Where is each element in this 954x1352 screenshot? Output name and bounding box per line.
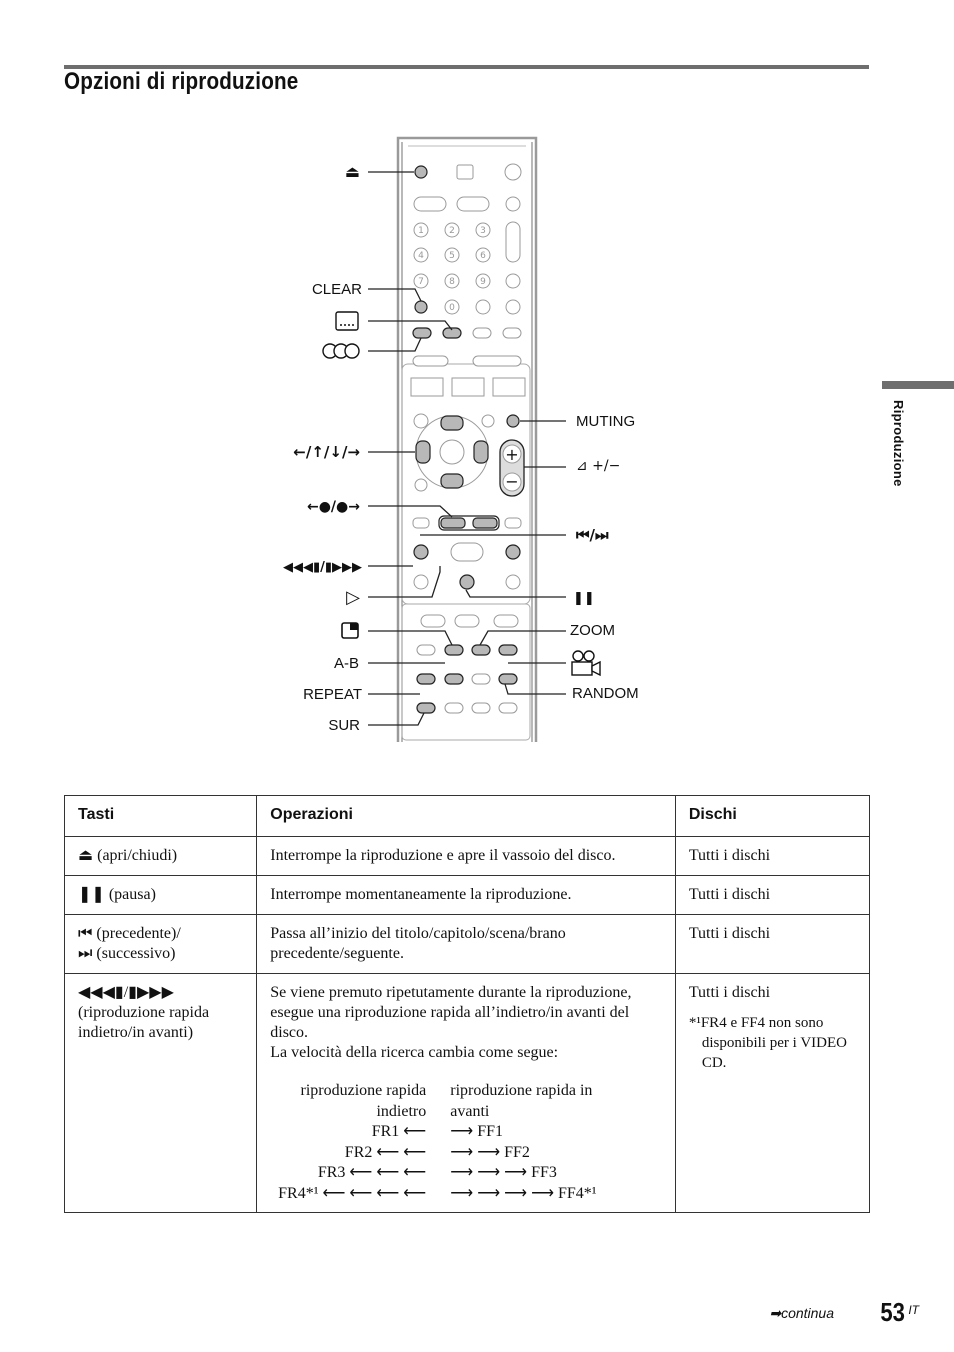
arrows-label: ←/↑/↓/→: [293, 443, 360, 461]
angle-icon: [572, 651, 600, 675]
instant-replay-button[interactable]: [441, 518, 465, 528]
clear-label: CLEAR: [311, 281, 362, 298]
operations-table: [64, 795, 870, 1213]
svg-text:9: 9: [480, 277, 486, 287]
key-text: (apri/chiudi): [97, 847, 178, 864]
audio-icon: [323, 344, 359, 358]
speed-right-1: ⟶ FF1: [450, 1123, 503, 1140]
eject-label: ⏏: [344, 162, 360, 181]
operation-cell: Interrompe la riproduzione e apre il vassoio del disco.: [257, 837, 676, 876]
section-side-label: Riproduzione: [891, 400, 906, 487]
key-text: (precedente)/: [96, 925, 181, 942]
clear-button[interactable]: [415, 301, 427, 313]
key-cell: [65, 915, 257, 974]
replay-advance-label: ←●/●→: [306, 499, 360, 515]
svg-text:+: +: [505, 445, 519, 464]
discs-cell: Tutti i dischi: [675, 915, 869, 974]
ab-button[interactable]: [445, 645, 463, 655]
play-label: ▷: [346, 587, 360, 608]
svg-text:−: −: [505, 472, 519, 491]
subtitle-icon: [336, 312, 358, 330]
repeat-label: REPEAT: [303, 686, 362, 703]
discs-text: Tutti i dischi: [688, 984, 771, 1001]
zoom-button[interactable]: [472, 645, 490, 655]
svg-text:1: 1: [418, 226, 424, 236]
header-keys: Tasti: [65, 796, 257, 837]
random-label: RANDOM: [572, 685, 639, 702]
sur-label: SUR: [328, 717, 360, 734]
header-discs: Dischi: [675, 796, 869, 837]
pause-icon: ❚❚: [78, 886, 105, 903]
navigation-pad[interactable]: [416, 416, 488, 488]
discs-cell: Tutti i dischi: [675, 876, 869, 915]
pip-icon: [342, 623, 358, 638]
discs-cell: Tutti i dischi: [675, 837, 869, 876]
arrow-right-icon: ➡: [769, 1305, 782, 1321]
pause-label: ❚❚: [573, 591, 595, 606]
header-operations: Operazioni: [257, 796, 676, 837]
fast-forward-button[interactable]: [506, 545, 520, 559]
speed-left-3: FR3 ⟵ ⟵ ⟵: [317, 1164, 427, 1181]
speed-left-4: FR4*¹ ⟵ ⟵ ⟵ ⟵: [278, 1184, 427, 1202]
audio-button[interactable]: [413, 328, 431, 338]
key-cell: [65, 876, 257, 915]
speed-right-3: ⟶ ⟶ ⟶ FF3: [450, 1164, 557, 1181]
random-left-button[interactable]: [445, 674, 463, 684]
table-row: [65, 837, 870, 876]
continue-label: continua: [781, 1305, 834, 1321]
continue-indicator: [769, 1305, 834, 1322]
svg-text:8: 8: [449, 277, 455, 287]
svg-text:2: 2: [449, 226, 455, 236]
table-header-row: [65, 796, 870, 837]
svg-text:3: 3: [480, 226, 486, 236]
sur-button[interactable]: [417, 703, 435, 713]
scan-label: ◀◀◀▮/▮▶▶▶: [282, 560, 362, 575]
speed-right-header: riproduzione rapida in avanti: [450, 1082, 593, 1120]
scan-icon: ◀◀◀▮/▮▶▶▶: [78, 984, 174, 1001]
key-text: (riproduzione rapida indietro/in avanti): [78, 1004, 210, 1041]
svg-text:7: 7: [418, 277, 424, 287]
page-number: 53: [880, 1297, 905, 1327]
svg-text:4: 4: [418, 251, 424, 261]
ab-label: A-B: [333, 655, 359, 672]
speed-left-2: FR2 ⟵ ⟵: [344, 1143, 427, 1161]
page-title: Opzioni di riproduzione: [64, 68, 299, 95]
discs-cell: [675, 974, 869, 1213]
operation-text-2: La velocità della ricerca cambia come segue:: [270, 1044, 559, 1061]
table-row: [65, 974, 870, 1213]
key-text: (pausa): [108, 886, 156, 903]
eject-icon: ⏏: [78, 847, 94, 864]
muting-button[interactable]: [507, 415, 519, 427]
speed-sequence: [270, 1081, 662, 1204]
speed-left-1: FR1 ⟵: [371, 1123, 427, 1140]
muting-label: MUTING: [576, 413, 636, 430]
angle-button[interactable]: [499, 645, 517, 655]
rewind-button[interactable]: [414, 545, 428, 559]
key-cell: [65, 837, 257, 876]
svg-text:0: 0: [449, 303, 455, 313]
table-row: [65, 915, 870, 974]
instant-advance-button[interactable]: [473, 518, 497, 528]
operation-text: Se viene premuto ripetutamente durante la riproduzione, esegue una riproduzione rapida all’indietro/in avanti del disco.: [270, 984, 632, 1041]
speed-left-header: riproduzione rapida indietro: [300, 1082, 427, 1120]
operation-cell: Interrompe momentaneamente la riproduzione.: [257, 876, 676, 915]
speed-right-2: ⟶ ⟶ FF2: [450, 1143, 530, 1161]
svg-text:6: 6: [480, 251, 486, 261]
repeat-button[interactable]: [417, 674, 435, 684]
pause-button[interactable]: [460, 575, 474, 589]
zoom-label: ZOOM: [570, 622, 615, 639]
page-suffix: IT: [908, 1303, 919, 1317]
eject-button[interactable]: [415, 166, 427, 178]
speed-right-4: ⟶ ⟶ ⟶ ⟶ FF4*¹: [450, 1184, 597, 1202]
key-cell: [65, 974, 257, 1213]
svg-text:5: 5: [449, 251, 455, 261]
footnote: *¹FR4 e FF4 non sono disponibili per i VIDEO CD.: [688, 1015, 847, 1071]
operation-cell: [257, 974, 676, 1213]
volume-label: ⊿ +/−: [576, 458, 621, 474]
random-button[interactable]: [499, 674, 517, 684]
operation-cell: Passa all’inizio del titolo/capitolo/scena/brano precedente/seguente.: [257, 915, 676, 974]
prev-next-label: ⏮/⏭: [576, 526, 609, 544]
key-text: (successivo): [96, 945, 176, 962]
play-button[interactable]: [451, 543, 483, 561]
table-row: [65, 876, 870, 915]
next-icon: ⏭: [78, 945, 93, 962]
previous-icon: ⏮: [78, 925, 93, 942]
